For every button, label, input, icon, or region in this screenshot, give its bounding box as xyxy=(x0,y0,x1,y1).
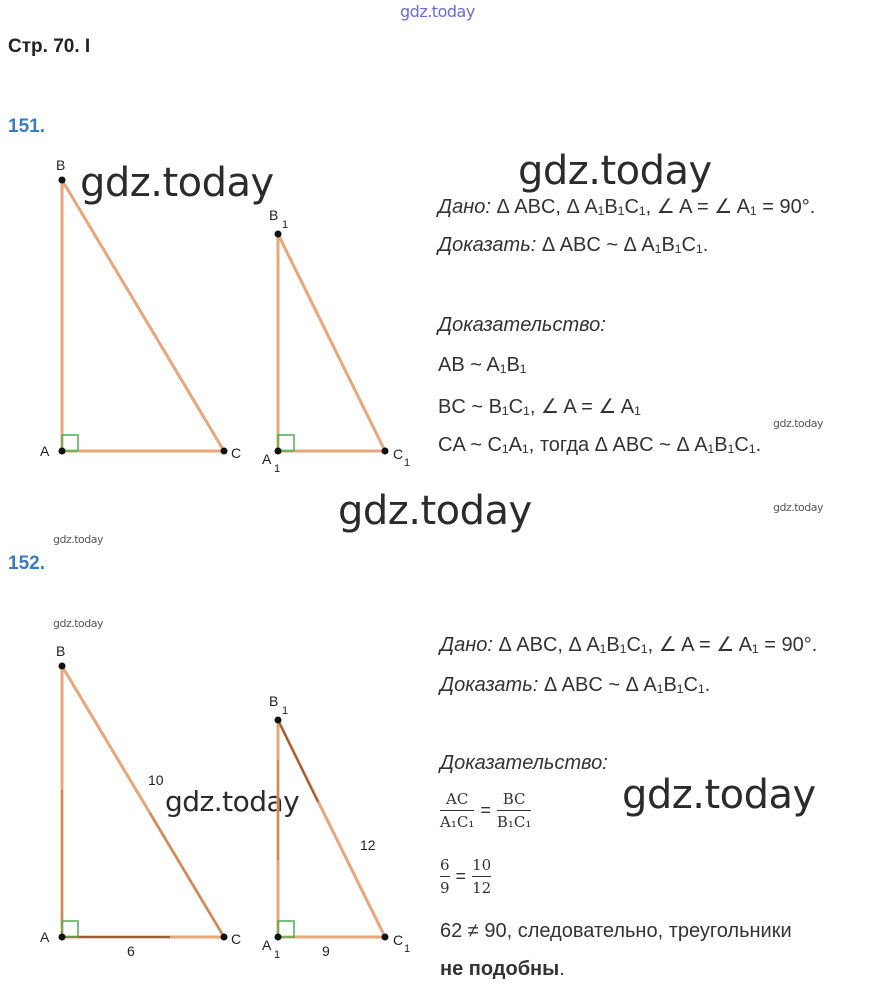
label-a1-sub: 1 xyxy=(274,463,281,475)
given-label: Дано: xyxy=(438,196,491,218)
watermark-small: gdz.today xyxy=(53,617,104,630)
prove-line xyxy=(438,234,708,257)
proof-label xyxy=(438,314,606,337)
proof-heading: Доказательство: xyxy=(440,752,608,774)
equals-sign: = xyxy=(480,800,491,820)
conclusion-line: 62 ≠ 90, следовательно, треугольники xyxy=(440,920,792,942)
conclusion-end: . xyxy=(559,958,565,980)
ratio-equation xyxy=(440,790,531,831)
label-b: B xyxy=(56,157,66,173)
watermark-small: gdz.today xyxy=(53,533,104,546)
side-label-a1c1: 9 xyxy=(322,943,330,959)
numerator: 10 xyxy=(472,856,492,874)
prove-label: Доказать: xyxy=(438,234,537,256)
label-b1: B xyxy=(269,693,279,709)
label-c: C xyxy=(231,931,242,947)
numerator: 6 xyxy=(440,856,450,874)
prove-line xyxy=(440,674,710,697)
label-a1-sub: 1 xyxy=(274,949,281,960)
triangle-abc xyxy=(59,177,228,455)
given-text: Δ ABC, Δ A₁B₁C₁, ∠ A = ∠ A₁ = 90°. xyxy=(496,196,816,218)
problem-number-151: 151. xyxy=(8,116,45,137)
given-text: Δ ABC, Δ A₁B₁C₁, ∠ A = ∠ A₁ = 90°. xyxy=(498,634,818,656)
fraction xyxy=(472,856,491,897)
watermark: gdz.today xyxy=(622,772,816,818)
figure-152 xyxy=(0,630,420,960)
denominator: 9 xyxy=(440,879,450,897)
side-label-ac: 6 xyxy=(127,943,135,959)
label-b1-sub: 1 xyxy=(282,219,289,231)
triangle-a1b1c1 xyxy=(275,717,389,941)
watermark: gdz.today xyxy=(80,160,274,206)
fraction xyxy=(440,856,450,897)
figure-151 xyxy=(0,150,420,480)
given-line xyxy=(440,632,817,657)
prove-text: Δ ABC ~ Δ A₁B₁C₁. xyxy=(543,674,711,696)
fraction xyxy=(440,790,474,831)
watermark-small: gdz.today xyxy=(773,417,824,430)
triangle-abc xyxy=(59,663,228,941)
label-b1: B xyxy=(269,207,279,223)
denominator: B₁C₁ xyxy=(496,813,532,831)
watermark-top: gdz.today xyxy=(400,2,475,21)
watermark: gdz.today xyxy=(338,488,532,534)
numerator: BC xyxy=(502,790,526,808)
label-a1: A xyxy=(262,937,272,953)
proof-line: CA ~ C₁A₁, тогда Δ ABC ~ Δ A₁B₁C₁. xyxy=(438,434,762,456)
label-c1: C xyxy=(393,446,404,462)
fraction xyxy=(497,790,532,831)
problem-number-152: 152. xyxy=(8,553,45,574)
proof-label xyxy=(440,752,608,775)
given-line xyxy=(438,194,815,219)
ratio-values xyxy=(440,856,491,897)
label-c1: C xyxy=(393,932,404,948)
denominator: 12 xyxy=(472,879,492,897)
numerator: AC xyxy=(446,790,469,808)
page-header: Стр. 70. I xyxy=(8,36,91,57)
given-label: Дано: xyxy=(440,634,493,656)
conclusion-result xyxy=(440,958,565,981)
watermark: gdz.today xyxy=(518,148,712,194)
watermark-small: gdz.today xyxy=(773,501,824,514)
side-label-bc: 10 xyxy=(148,772,164,788)
label-a: A xyxy=(40,443,50,459)
label-a: A xyxy=(40,929,50,945)
proof-line: AB ~ A₁B₁ xyxy=(438,354,527,376)
watermark: gdz.today xyxy=(165,785,300,818)
equals-sign: = xyxy=(455,866,467,886)
proof-heading: Доказательство: xyxy=(438,314,606,336)
conclusion-bold: не подобны xyxy=(440,958,560,980)
side-label-b1c1: 12 xyxy=(360,837,376,853)
prove-text: Δ ABC ~ Δ A₁B₁C₁. xyxy=(541,234,709,256)
label-c1-sub: 1 xyxy=(404,457,411,469)
denominator: A₁C₁ xyxy=(440,813,475,831)
triangle-a1b1c1 xyxy=(275,231,389,455)
label-b: B xyxy=(56,643,66,659)
label-b1-sub: 1 xyxy=(282,705,289,717)
label-c1-sub: 1 xyxy=(404,943,411,955)
prove-label: Доказать: xyxy=(440,674,539,696)
label-c: C xyxy=(231,445,242,461)
label-a1: A xyxy=(262,451,272,467)
proof-line: BC ~ B₁C₁, ∠ A = ∠ A₁ xyxy=(438,396,641,418)
